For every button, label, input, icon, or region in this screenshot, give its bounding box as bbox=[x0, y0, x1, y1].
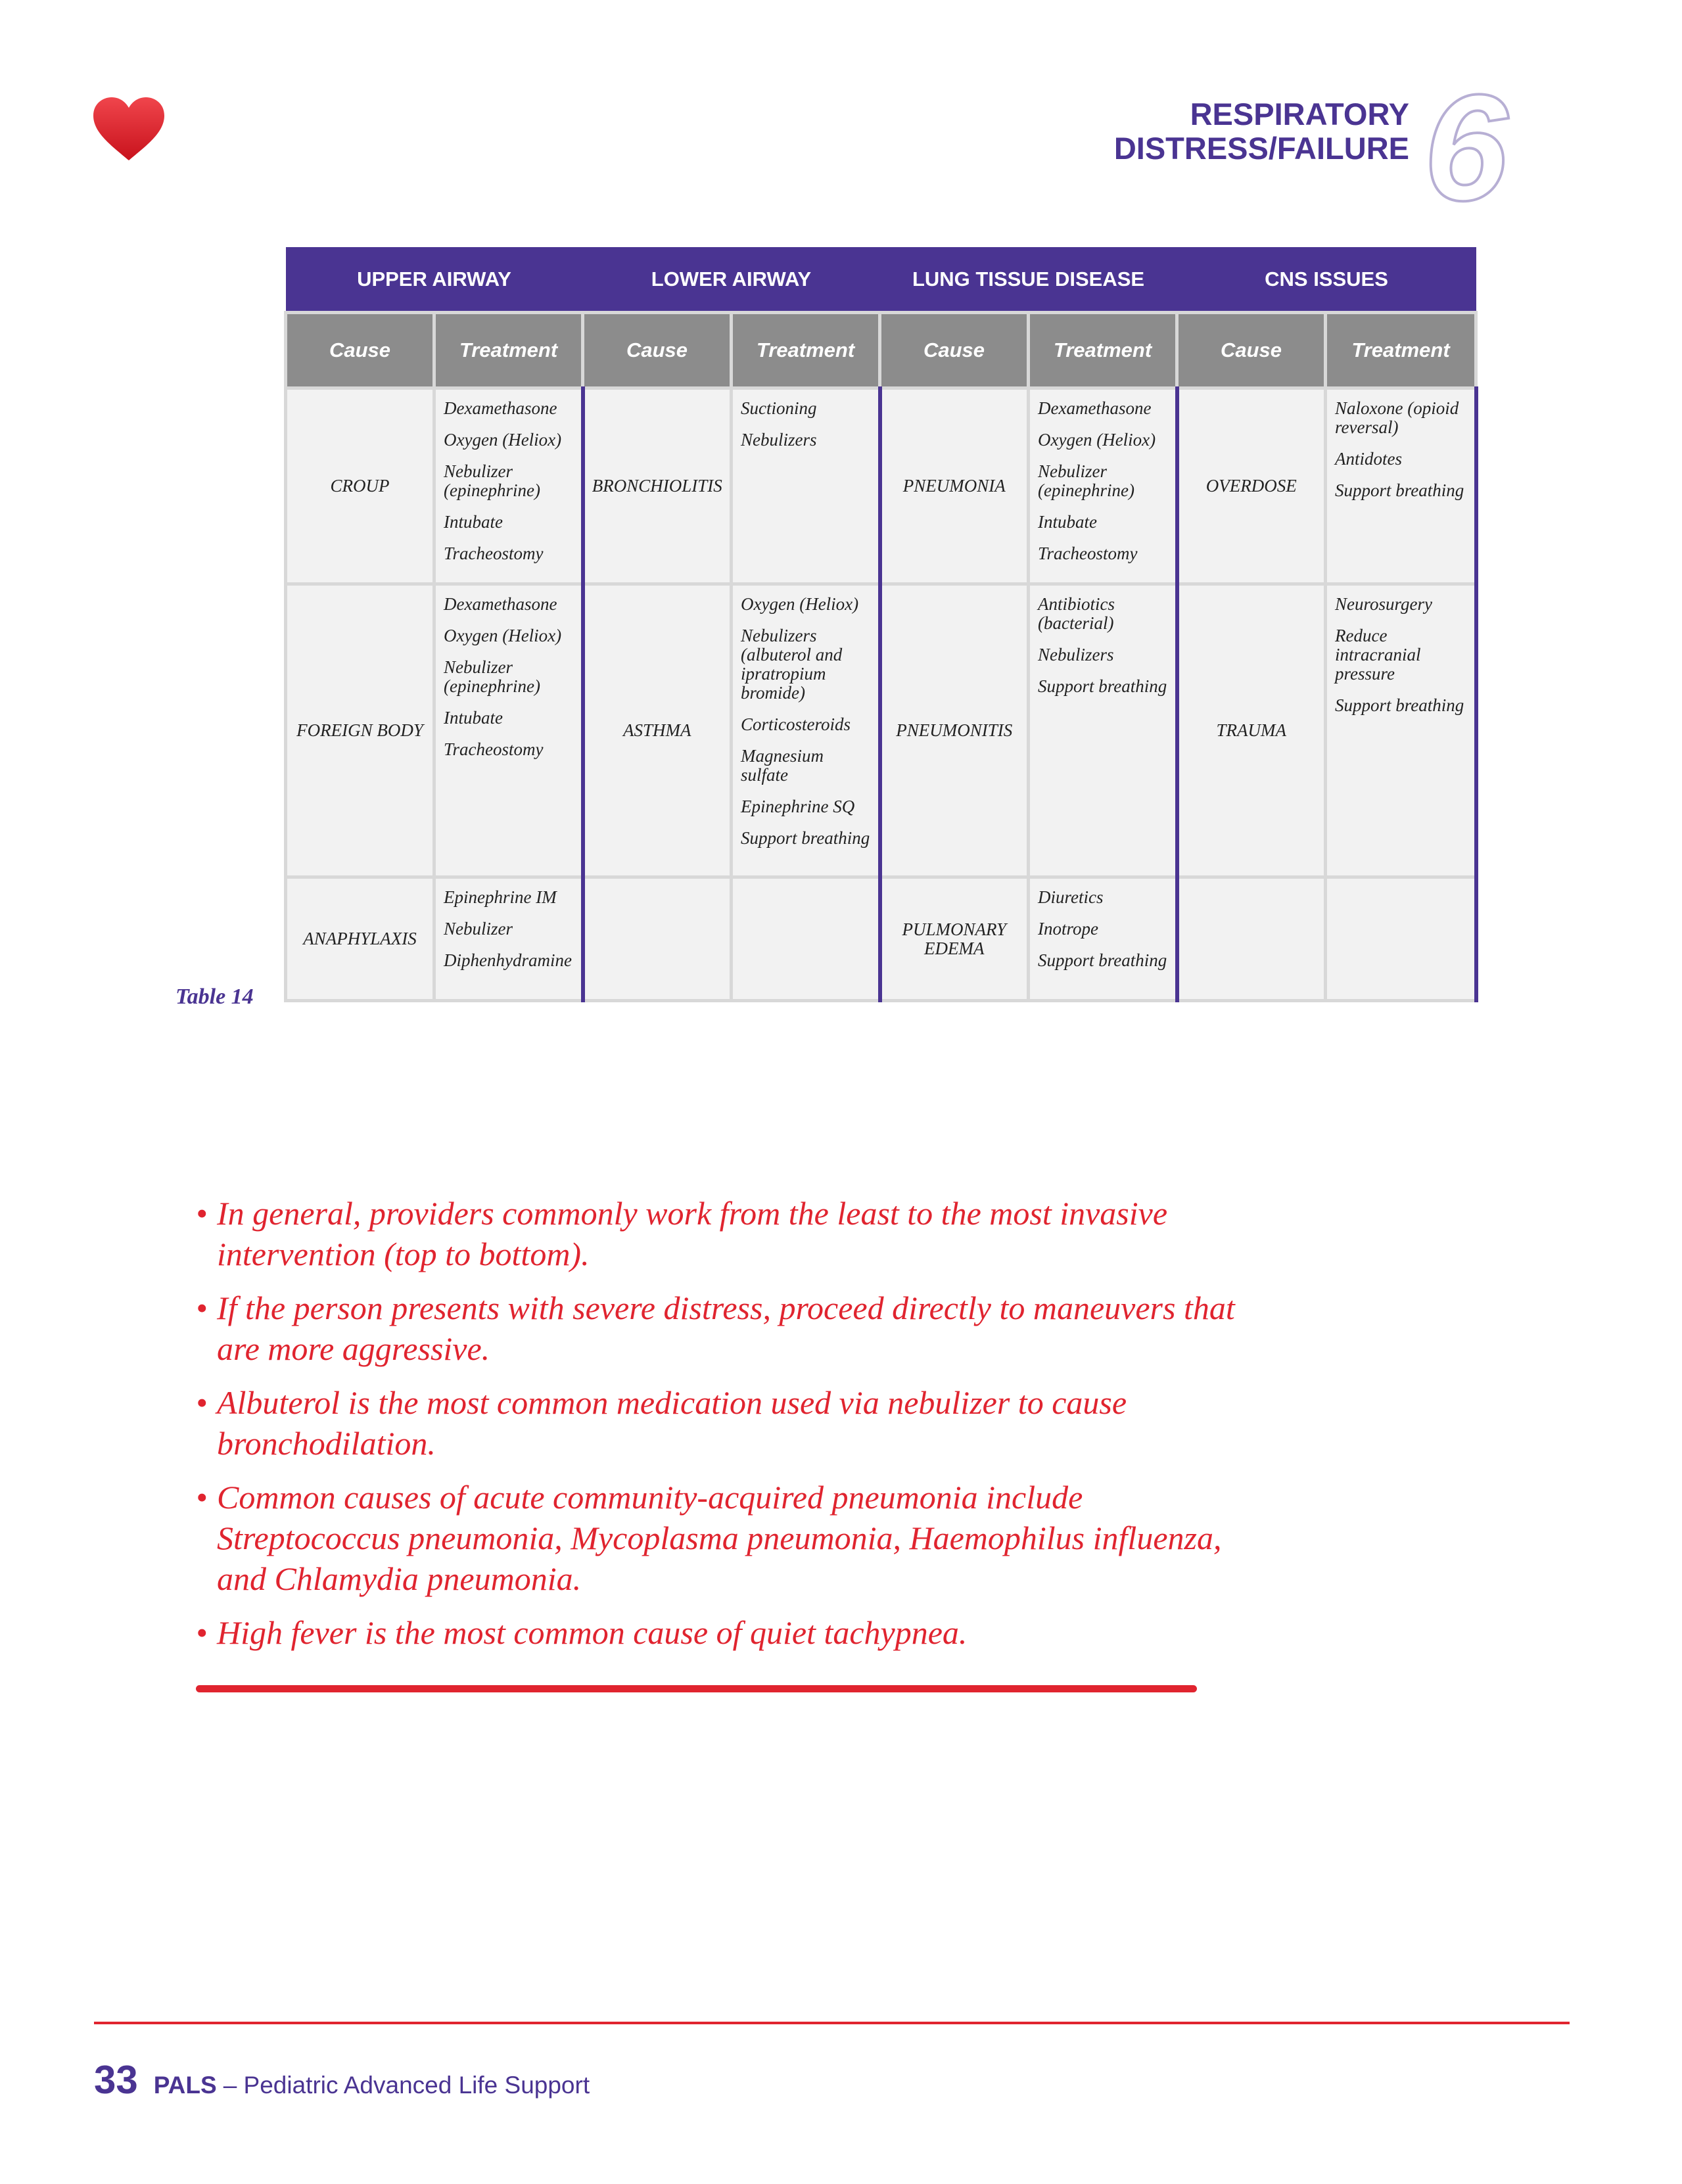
treatment-item: Intubate bbox=[444, 708, 503, 728]
page-number: 33 bbox=[94, 2058, 138, 2102]
treatment-item: Oxygen (Heliox) bbox=[444, 626, 562, 645]
treatment-item: Naloxone (opioid reversal) bbox=[1335, 398, 1459, 437]
treatment-item: Corticosteroids bbox=[741, 714, 851, 734]
treatment-item: Diphenhydramine bbox=[444, 950, 572, 970]
page-footer bbox=[94, 2057, 590, 2103]
treatment-cell bbox=[434, 584, 583, 877]
subheader-cause: Cause bbox=[1177, 313, 1326, 388]
treatment-item: Magnesium sulfate bbox=[741, 746, 824, 785]
treatment-item: Epinephrine SQ bbox=[741, 797, 855, 816]
treatment-item: Tracheostomy bbox=[1038, 544, 1138, 563]
bullet-glyph: • bbox=[196, 1289, 208, 1326]
table-row bbox=[286, 584, 1476, 877]
cause-cell: TRAUMA bbox=[1177, 584, 1326, 877]
red-divider bbox=[196, 1685, 1197, 1692]
footer-subtitle: – Pediatric Advanced Life Support bbox=[223, 2072, 590, 2099]
chapter-number bbox=[1414, 78, 1520, 216]
treatment-item: Suctioning bbox=[741, 398, 817, 418]
treatment-item: Support breathing bbox=[1038, 950, 1167, 970]
treatment-item: Epinephrine IM bbox=[444, 887, 557, 907]
treatment-item: Nebulizer (epinephrine) bbox=[444, 657, 540, 696]
treatment-cell bbox=[1326, 877, 1476, 1001]
treatment-item: Nebulizers bbox=[741, 430, 817, 450]
treatment-item: Intubate bbox=[444, 512, 503, 532]
group-header-lung-tissue: LUNG TISSUE DISEASE bbox=[880, 247, 1177, 313]
list-item bbox=[196, 1477, 1248, 1599]
treatment-item: Antidotes bbox=[1335, 449, 1403, 469]
treatment-cell bbox=[732, 388, 880, 584]
group-header-lower-airway: LOWER AIRWAY bbox=[583, 247, 880, 313]
treatment-item: Support breathing bbox=[741, 828, 870, 848]
cause-cell: BRONCHIOLITIS bbox=[583, 388, 732, 584]
treatment-item: Nebulizer (epinephrine) bbox=[444, 461, 540, 500]
cause-cell bbox=[1177, 877, 1326, 1001]
list-item bbox=[196, 1288, 1248, 1369]
chapter-number-text: 6 bbox=[1424, 78, 1508, 216]
list-item bbox=[196, 1193, 1248, 1274]
subheader-treatment: Treatment bbox=[732, 313, 880, 388]
treatment-item: Support breathing bbox=[1038, 676, 1167, 696]
treatment-item: Inotrope bbox=[1038, 919, 1098, 939]
treatment-item: Antibiotics (bacterial) bbox=[1038, 594, 1115, 633]
treatment-cell bbox=[1029, 584, 1177, 877]
chapter-title-line1: RESPIRATORY bbox=[1190, 97, 1409, 131]
heart-icon bbox=[92, 96, 166, 162]
treatment-cell bbox=[1029, 388, 1177, 584]
treatment-item: Dexamethasone bbox=[1038, 398, 1152, 418]
footer-divider bbox=[94, 2022, 1570, 2024]
cause-cell: PNEUMONIA bbox=[880, 388, 1029, 584]
table-row bbox=[286, 388, 1476, 584]
cause-cell bbox=[583, 877, 732, 1001]
treatment-item: Nebulizers (albuterol and ipratropium bromide) bbox=[741, 626, 843, 703]
bullet-text: Albuterol is the most common medication used via nebulizer to cause bronchodilation. bbox=[217, 1384, 1127, 1462]
cause-cell: ASTHMA bbox=[583, 584, 732, 877]
treatment-item: Tracheostomy bbox=[444, 739, 544, 759]
bullet-glyph: • bbox=[196, 1384, 208, 1421]
group-header-cns: CNS ISSUES bbox=[1177, 247, 1476, 313]
treatment-item: Tracheostomy bbox=[444, 544, 544, 563]
bullet-glyph: • bbox=[196, 1195, 208, 1232]
chapter-title bbox=[1114, 97, 1409, 166]
subheader-treatment: Treatment bbox=[1029, 313, 1177, 388]
respiratory-treatment-table bbox=[284, 247, 1478, 1002]
group-header-upper-airway: UPPER AIRWAY bbox=[286, 247, 583, 313]
bullet-text: If the person presents with severe distress, proceed directly to maneuvers that are more aggressive. bbox=[217, 1289, 1235, 1367]
chapter-title-line2: DISTRESS/FAILURE bbox=[1113, 131, 1409, 166]
treatment-item: Nebulizer bbox=[444, 919, 513, 939]
table-row bbox=[286, 877, 1476, 1001]
treatment-cell bbox=[732, 584, 880, 877]
treatment-item: Dexamethasone bbox=[444, 398, 557, 418]
cause-cell: CROUP bbox=[286, 388, 434, 584]
treatment-item: Dexamethasone bbox=[444, 594, 557, 614]
treatment-item: Diuretics bbox=[1038, 887, 1104, 907]
cause-cell: OVERDOSE bbox=[1177, 388, 1326, 584]
treatment-item: Nebulizers bbox=[1038, 645, 1114, 664]
treatment-cell bbox=[732, 877, 880, 1001]
cause-cell: FOREIGN BODY bbox=[286, 584, 434, 877]
treatment-item: Oxygen (Heliox) bbox=[741, 594, 859, 614]
bullet-text: High fever is the most common cause of quiet tachypnea. bbox=[217, 1614, 968, 1651]
footer-brand: PALS bbox=[153, 2072, 217, 2099]
subheader-cause: Cause bbox=[583, 313, 732, 388]
bullet-glyph: • bbox=[196, 1479, 208, 1516]
bullet-text: Common causes of acute community-acquired pneumonia include Streptococcus pneumonia, Mycoplasma pneumonia, Haemophilus influenza, and Chlamydia pneumonia. bbox=[217, 1479, 1222, 1597]
cause-cell: ANAPHYLAXIS bbox=[286, 877, 434, 1001]
treatment-cell bbox=[1326, 584, 1476, 877]
cause-cell: PNEUMONITIS bbox=[880, 584, 1029, 877]
subheader-treatment: Treatment bbox=[1326, 313, 1476, 388]
bullet-glyph: • bbox=[196, 1614, 208, 1651]
key-points-list bbox=[196, 1193, 1248, 1666]
cause-cell: PULMONARY EDEMA bbox=[880, 877, 1029, 1001]
treatment-cell bbox=[1029, 877, 1177, 1001]
treatment-cell bbox=[434, 388, 583, 584]
treatment-item: Oxygen (Heliox) bbox=[1038, 430, 1156, 450]
bullet-text: In general, providers commonly work from the least to the most invasive intervention (top to bottom). bbox=[217, 1195, 1168, 1272]
list-item bbox=[196, 1382, 1248, 1464]
treatment-cell bbox=[1326, 388, 1476, 584]
table-caption: Table 14 bbox=[175, 985, 254, 1009]
treatment-item: Support breathing bbox=[1335, 695, 1464, 715]
treatment-item: Neurosurgery bbox=[1335, 594, 1433, 614]
treatment-item: Reduce intracranial pressure bbox=[1335, 626, 1421, 684]
treatment-cell bbox=[434, 877, 583, 1001]
treatment-item: Intubate bbox=[1038, 512, 1097, 532]
treatment-item: Oxygen (Heliox) bbox=[444, 430, 562, 450]
treatment-item: Nebulizer (epinephrine) bbox=[1038, 461, 1134, 500]
subheader-cause: Cause bbox=[880, 313, 1029, 388]
subheader-treatment: Treatment bbox=[434, 313, 583, 388]
list-item bbox=[196, 1612, 1248, 1653]
treatment-item: Support breathing bbox=[1335, 480, 1464, 500]
subheader-cause: Cause bbox=[286, 313, 434, 388]
